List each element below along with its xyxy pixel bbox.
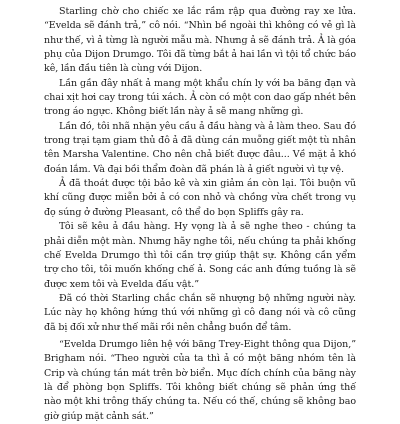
paragraph: Lần đó, tôi nhã nhặn yêu cầu ả đầu hàng và ả làm theo. Sau đó trong trại tạm giam thủ đô ả đã dùng cán muỗng giết một tù nhân tên Marsha Valentine. Cho nên chả biết được đâu... Về mặt ả khó đoán lắm. Và đại bồi thẩm đoàn đã phán là ả giết người vì tự vệ. — [44, 120, 356, 175]
paragraph: Tôi sẽ kêu ả đầu hàng. Hy vọng là ả sẽ nghe theo - chúng ta phải diễn một màn. Nhưng hãy nghe tôi, nếu chúng ta phải khống chế Evelda Drumgo thì tôi cần trợ giúp thật sự. Không cần yểm trợ cho tôi, tôi muốn khống chế ả. Song các anh đứng tuồng là sẽ được xem tôi và Evelda đấu vật.” — [44, 221, 356, 290]
paragraph: Starling chờ cho chiếc xe lắc rầm rập qua đường ray xe lửa. “Evelda sẽ đánh trả,” cô nói. “Nhìn bề ngoài thì không có vẻ gì là như thế, vì ả từng là người mẫu mà. Nhưng ả sẽ đánh trả. Ả là góa phụ của Dijon Drumgo. Tôi đã từng bắt ả hai lần vì tội tổ chức báo kê, lần đầu tiên là cùng với Dijon. — [44, 6, 356, 75]
paragraph: Ả đã thoát được tội bảo kê và xin giảm án còn lại. Tôi buộn vũ khí cũng được miễn bởi ả có con nhỏ và chồng vừa chết trong vụ đọ súng ở đường Pleasant, cô thể do bọn Spliffs gây ra. — [44, 178, 356, 218]
paragraph: Lần gần đây nhất ả mang một khẩu chín ly với ba băng đạn và chai xịt hơi cay trong túi xách. Ả còn có một con dao gấp nhét bên trong áo ngực. Không biết lần này ả sẽ mang những gì. — [44, 77, 356, 118]
paragraph: Đã có thời Starling chắc chắn sẽ nhượng bộ những người này. Lúc này họ không hứng thú với những gì cô đang nói và cô cũng đã bị đối xử như thế mãi rồi nên chẳng buồn để tâm. — [44, 292, 356, 333]
paragraph: “Evelda Drumgo liên hệ với băng Trey-Eight thông qua Dijon,” Brigham nói. “Theo người của ta thì ả có một băng nhóm tên là Crip và chúng tán mát trên bờ biển. Mục đích chính của băng này là để phòng bọn Spliffs. Tôi không biết chúng sẽ phản ứng thế nào một khi trông thấy chúng ta. Nếu có thế, chúng sẽ không bao giờ giúp mặt cảnh sát.” — [44, 338, 356, 422]
